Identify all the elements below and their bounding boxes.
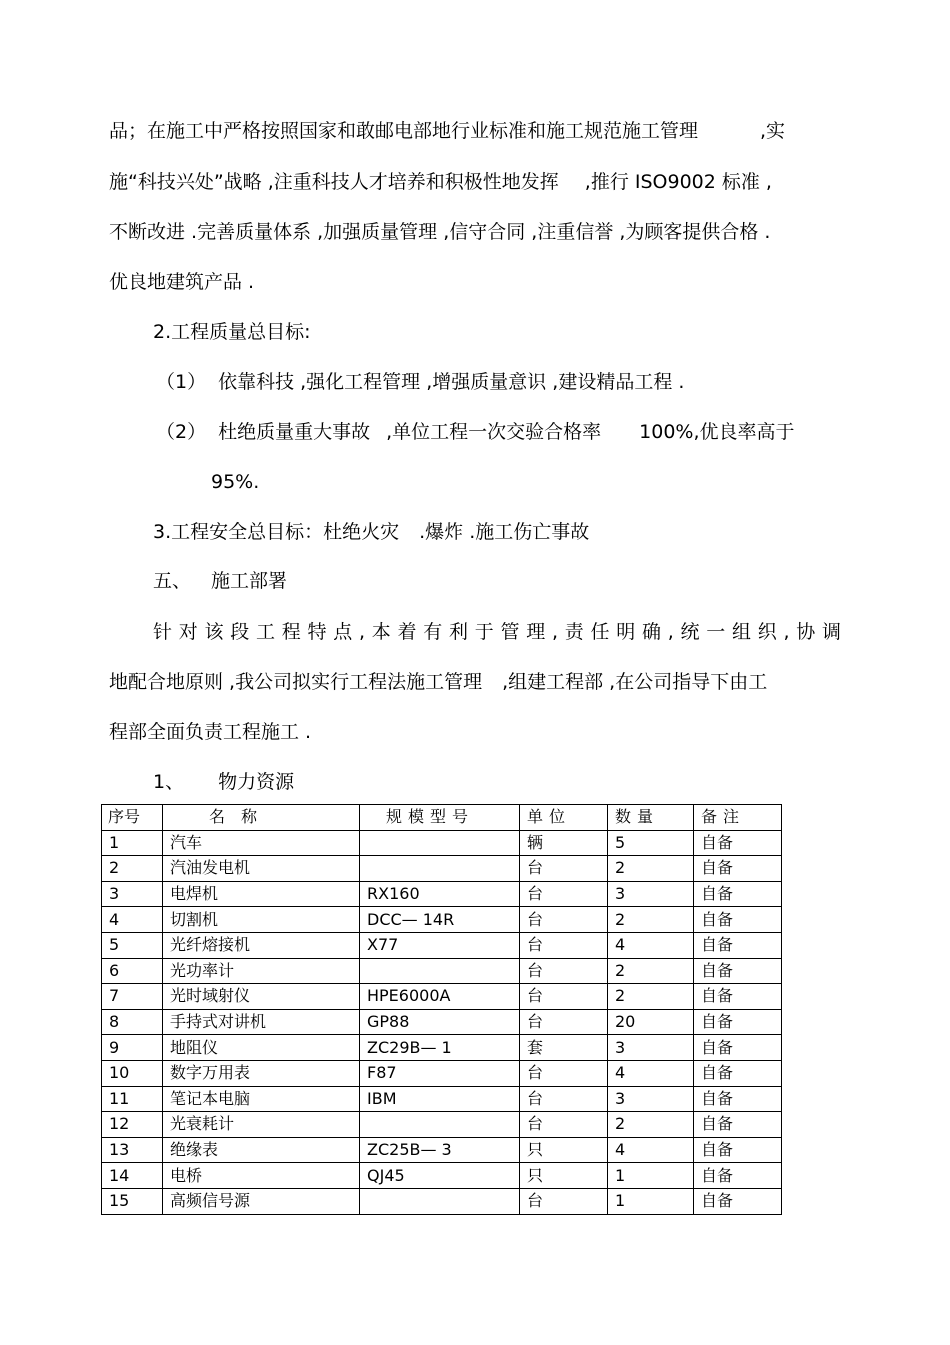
cell-unit: 台 — [520, 1112, 608, 1138]
cell-name: 电桥 — [163, 1163, 360, 1189]
resource-table — [101, 804, 782, 1215]
table-row — [102, 1060, 782, 1086]
cell-model — [360, 830, 520, 856]
header-name: 名 称 — [163, 805, 360, 831]
cell-index: 2 — [102, 856, 163, 882]
cell-remarks: 自备 — [694, 1188, 782, 1214]
table-row — [102, 830, 782, 856]
cell-unit: 台 — [520, 932, 608, 958]
cell-quantity: 3 — [608, 881, 694, 907]
cell-remarks: 自备 — [694, 856, 782, 882]
section-title: 施工部署 — [211, 570, 288, 592]
section-heading — [153, 568, 287, 594]
cell-unit: 台 — [520, 984, 608, 1010]
table-row — [102, 1035, 782, 1061]
cell-model: ZC25B— 3 — [360, 1137, 520, 1163]
cell-quantity: 2 — [608, 958, 694, 984]
cell-unit: 套 — [520, 1035, 608, 1061]
cell-name: 汽油发电机 — [163, 856, 360, 882]
table-row — [102, 932, 782, 958]
cell-name: 汽车 — [163, 830, 360, 856]
table-row — [102, 958, 782, 984]
subsection-number: 1、 — [153, 771, 185, 793]
cell-unit: 台 — [520, 881, 608, 907]
cell-index: 7 — [102, 984, 163, 1010]
list-text: 依靠科技 ,强化工程管理 ,增强质量意识 ,建设精品工程 . — [218, 371, 685, 393]
list-marker: （2） — [156, 421, 207, 443]
header-quantity: 数量 — [608, 805, 694, 831]
cell-remarks: 自备 — [694, 1163, 782, 1189]
cell-model: ZC29B— 1 — [360, 1035, 520, 1061]
cell-remarks: 自备 — [694, 1060, 782, 1086]
cell-quantity: 2 — [608, 907, 694, 933]
text-run: ,组建工程部 ,在公司指导下由工 — [502, 671, 768, 693]
cell-unit: 台 — [520, 1060, 608, 1086]
deploy-line-3: 程部全面负责工程施工 . — [109, 721, 312, 743]
cell-index: 10 — [102, 1060, 163, 1086]
cell-index: 14 — [102, 1163, 163, 1189]
cell-remarks: 自备 — [694, 1009, 782, 1035]
cell-model: HPE6000A — [360, 984, 520, 1010]
cell-unit: 辆 — [520, 830, 608, 856]
list-marker: （1） — [156, 371, 207, 393]
cell-model — [360, 958, 520, 984]
cell-index: 8 — [102, 1009, 163, 1035]
cell-name: 切割机 — [163, 907, 360, 933]
cell-quantity: 1 — [608, 1163, 694, 1189]
cell-unit: 台 — [520, 856, 608, 882]
cell-index: 6 — [102, 958, 163, 984]
cell-name: 光功率计 — [163, 958, 360, 984]
cell-quantity: 4 — [608, 1060, 694, 1086]
cell-unit: 台 — [520, 1086, 608, 1112]
cell-index: 15 — [102, 1188, 163, 1214]
list-text: ,单位工程一次交验合格率 — [386, 421, 602, 443]
cell-quantity: 20 — [608, 1009, 694, 1035]
cell-remarks: 自备 — [694, 830, 782, 856]
text-run: ,推行 ISO9002 标准 , — [584, 171, 772, 193]
cell-name: 数字万用表 — [163, 1060, 360, 1086]
cell-quantity: 1 — [608, 1188, 694, 1214]
cell-quantity: 4 — [608, 932, 694, 958]
list-text: 100%,优良率高于 — [639, 421, 795, 443]
cell-remarks: 自备 — [694, 1035, 782, 1061]
cell-index: 3 — [102, 881, 163, 907]
table-row — [102, 881, 782, 907]
paragraph-line-4: 优良地建筑产品 . — [109, 271, 255, 293]
table-row — [102, 1086, 782, 1112]
cell-model: GP88 — [360, 1009, 520, 1035]
header-model: 规模型号 — [360, 805, 520, 831]
cell-index: 11 — [102, 1086, 163, 1112]
cell-unit: 台 — [520, 1188, 608, 1214]
quality-goal-1 — [156, 369, 684, 395]
text-run: .爆炸 .施工伤亡事故 — [419, 521, 590, 543]
quality-goal-2 — [156, 419, 795, 445]
subsection-title: 物力资源 — [218, 771, 295, 793]
cell-model — [360, 856, 520, 882]
cell-remarks: 自备 — [694, 1112, 782, 1138]
cell-name: 地阻仪 — [163, 1035, 360, 1061]
cell-remarks: 自备 — [694, 1086, 782, 1112]
cell-index: 4 — [102, 907, 163, 933]
table-header-row — [102, 805, 782, 831]
cell-name: 电焊机 — [163, 881, 360, 907]
cell-quantity: 2 — [608, 1112, 694, 1138]
deploy-line-2 — [109, 669, 767, 695]
cell-index: 12 — [102, 1112, 163, 1138]
table-row — [102, 1009, 782, 1035]
cell-index: 9 — [102, 1035, 163, 1061]
cell-model: F87 — [360, 1060, 520, 1086]
text-run: 3.工程安全总目标：杜绝火灾 — [153, 521, 400, 543]
deploy-line-1: 针对该段工程特点,本着有利于管理,责任明确,统一组织,协调 — [153, 621, 841, 643]
cell-remarks: 自备 — [694, 907, 782, 933]
cell-name: 光时域射仪 — [163, 984, 360, 1010]
cell-unit: 只 — [520, 1137, 608, 1163]
cell-model: QJ45 — [360, 1163, 520, 1189]
cell-unit: 台 — [520, 1009, 608, 1035]
paragraph-line-2 — [109, 169, 772, 195]
cell-name: 光衰耗计 — [163, 1112, 360, 1138]
cell-model: X77 — [360, 932, 520, 958]
table-row — [102, 1163, 782, 1189]
cell-model: RX160 — [360, 881, 520, 907]
cell-name: 笔记本电脑 — [163, 1086, 360, 1112]
quality-goal-title: 2.工程质量总目标: — [153, 321, 311, 343]
header-unit: 单位 — [520, 805, 608, 831]
cell-remarks: 自备 — [694, 1137, 782, 1163]
cell-index: 1 — [102, 830, 163, 856]
cell-model — [360, 1188, 520, 1214]
cell-remarks: 自备 — [694, 932, 782, 958]
cell-quantity: 2 — [608, 984, 694, 1010]
text-run: 施“科技兴处”战略 ,注重科技人才培养和积极性地发挥 — [109, 171, 559, 193]
table-row — [102, 1188, 782, 1214]
cell-model: IBM — [360, 1086, 520, 1112]
cell-quantity: 3 — [608, 1086, 694, 1112]
cell-name: 高频信号源 — [163, 1188, 360, 1214]
header-remarks: 备注 — [694, 805, 782, 831]
section-number: 五、 — [153, 570, 192, 592]
cell-index: 13 — [102, 1137, 163, 1163]
cell-remarks: 自备 — [694, 881, 782, 907]
cell-unit: 台 — [520, 958, 608, 984]
table-row — [102, 907, 782, 933]
paragraph-line-1 — [109, 118, 845, 144]
cell-remarks: 自备 — [694, 958, 782, 984]
paragraph-line-3: 不断改进 .完善质量体系 ,加强质量管理 ,信守合同 ,注重信誉 ,为顾客提供合格 . — [109, 221, 771, 243]
cell-name: 光纤熔接机 — [163, 932, 360, 958]
cell-quantity: 3 — [608, 1035, 694, 1061]
cell-name: 手持式对讲机 — [163, 1009, 360, 1035]
text-run: 品；在施工中严格按照国家和敢邮电部地行业标准和施工规范施工管理 — [109, 120, 699, 142]
cell-model: DCC— 14R — [360, 907, 520, 933]
table-row — [102, 984, 782, 1010]
table-row — [102, 1137, 782, 1163]
cell-quantity: 5 — [608, 830, 694, 856]
list-text: 杜绝质量重大事故 — [218, 421, 371, 443]
header-index: 序号 — [102, 805, 163, 831]
text-run: ,实 — [760, 120, 786, 142]
cell-unit: 只 — [520, 1163, 608, 1189]
cell-quantity: 2 — [608, 856, 694, 882]
safety-goal — [153, 519, 589, 545]
cell-unit: 台 — [520, 907, 608, 933]
cell-index: 5 — [102, 932, 163, 958]
text-run: 地配合地原则 ,我公司拟实行工程法施工管理 — [109, 671, 483, 693]
cell-model — [360, 1112, 520, 1138]
cell-remarks: 自备 — [694, 984, 782, 1010]
table-row — [102, 1112, 782, 1138]
cell-quantity: 4 — [608, 1137, 694, 1163]
table-row — [102, 856, 782, 882]
subsection-heading — [153, 769, 294, 795]
quality-goal-2-continued: 95%. — [211, 471, 260, 493]
cell-name: 绝缘表 — [163, 1137, 360, 1163]
